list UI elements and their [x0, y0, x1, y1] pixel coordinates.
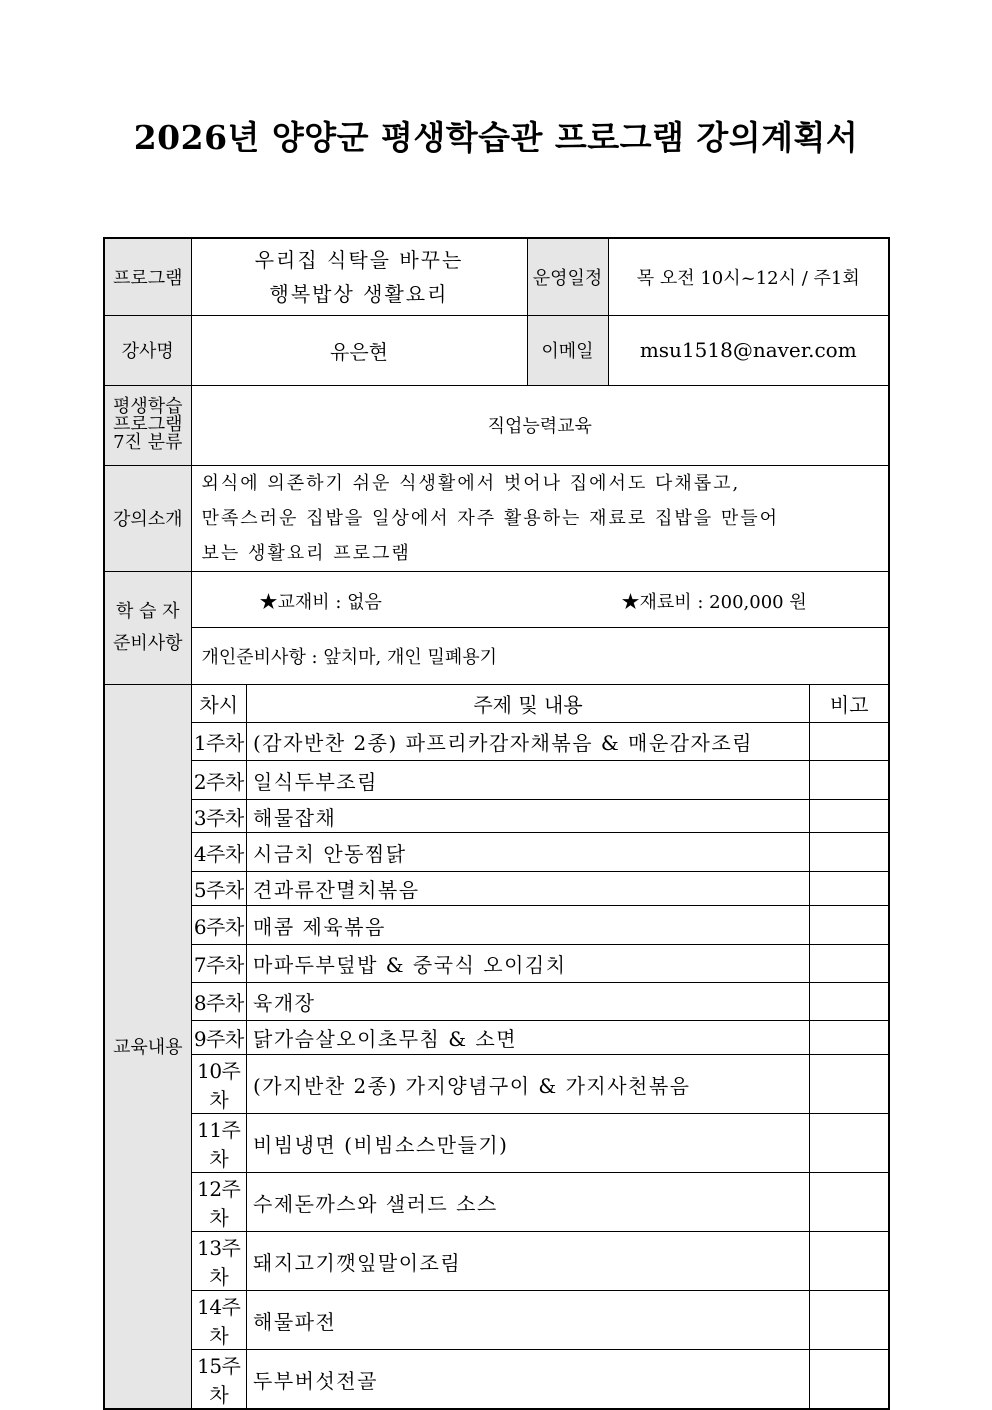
- topic-cell: 매콤 제육볶음: [247, 906, 810, 945]
- curriculum-row: [192, 1021, 889, 1055]
- topic-cell: (가지반찬 2종) 가지양념구이 & 가지사천볶음: [247, 1055, 810, 1114]
- curriculum-row: [192, 906, 889, 945]
- note-cell: [810, 1021, 889, 1055]
- curriculum-row: [192, 1350, 889, 1409]
- curriculum-row: [192, 1055, 889, 1114]
- topic-cell: 시금치 안동찜닭: [247, 833, 810, 872]
- topic-cell: 마파두부덮밥 & 중국식 오이김치: [247, 945, 810, 983]
- curriculum-row: [192, 723, 889, 761]
- intro-row: [104, 465, 889, 571]
- prep-costs: [191, 571, 889, 627]
- note-cell: [810, 1173, 889, 1232]
- instructor-label: 강사명: [104, 315, 191, 385]
- note-cell: [810, 1232, 889, 1291]
- schedule-value: 목 오전 10시~12시 / 주1회: [608, 238, 889, 315]
- content-label: 교육내용: [104, 684, 191, 1409]
- ingredients-cost: ★재료비 : 200,000 원: [621, 591, 807, 613]
- topic-cell: 육개장: [247, 983, 810, 1021]
- curriculum-table: [192, 685, 889, 1409]
- session-cell: 14주차: [192, 1291, 247, 1350]
- prep-label-line1: 학 습 자: [115, 600, 180, 622]
- email-label: 이메일: [527, 315, 608, 385]
- materials-cost: ★교재비 : 없음: [259, 591, 382, 613]
- curriculum-row: [192, 983, 889, 1021]
- prep-label-line2: 준비사항: [112, 632, 183, 654]
- session-cell: 13주차: [192, 1232, 247, 1291]
- intro-text: [191, 465, 889, 571]
- session-cell: 6주차: [192, 906, 247, 945]
- note-header: 비고: [810, 685, 889, 723]
- intro-line2: 만족스러운 집밥을 일상에서 자주 활용하는 재료로 집밥을 만들어: [201, 507, 780, 529]
- category-label: [104, 385, 191, 465]
- lecture-plan-table: [103, 237, 890, 1410]
- intro-line1: 외식에 의존하기 쉬운 식생활에서 벗어나 집에서도 다채롭고,: [201, 472, 741, 494]
- category-label-line2: 프로그램: [112, 414, 183, 435]
- topic-cell: 두부버섯전골: [247, 1350, 810, 1409]
- session-cell: 11주차: [192, 1114, 247, 1173]
- curriculum-row: [192, 833, 889, 872]
- session-cell: 7주차: [192, 945, 247, 983]
- note-cell: [810, 906, 889, 945]
- session-cell: 8주차: [192, 983, 247, 1021]
- session-cell: 4주차: [192, 833, 247, 872]
- note-cell: [810, 1291, 889, 1350]
- topic-cell: (감자반찬 2종) 파프리카감자채볶음 & 매운감자조림: [247, 723, 810, 761]
- note-cell: [810, 723, 889, 761]
- schedule-label: 운영일정: [527, 238, 608, 315]
- session-cell: 12주차: [192, 1173, 247, 1232]
- curriculum-row: [192, 945, 889, 983]
- topic-cell: 비빔냉면 (비빔소스만들기): [247, 1114, 810, 1173]
- curriculum-row: [192, 800, 889, 833]
- note-cell: [810, 872, 889, 906]
- session-cell: 5주차: [192, 872, 247, 906]
- topic-cell: 해물파전: [247, 1291, 810, 1350]
- topic-cell: 닭가슴살오이초무침 & 소면: [247, 1021, 810, 1055]
- topic-cell: 일식두부조림: [247, 761, 810, 800]
- category-value: 직업능력교육: [191, 385, 889, 465]
- topic-cell: 돼지고기깻잎말이조림: [247, 1232, 810, 1291]
- category-label-line3: 7진 분류: [113, 432, 183, 453]
- curriculum-row: [192, 1291, 889, 1350]
- program-row: [104, 238, 889, 315]
- topic-cell: 견과류잔멸치볶음: [247, 872, 810, 906]
- program-title-line2: 행복밥상 생활요리: [269, 281, 449, 306]
- topic-header: 주제 및 내용: [247, 685, 810, 723]
- personal-prep-row: [104, 627, 889, 684]
- content-cell: [191, 684, 889, 1409]
- category-label-line1: 평생학습: [112, 396, 183, 417]
- session-cell: 3주차: [192, 800, 247, 833]
- note-cell: [810, 983, 889, 1021]
- session-cell: 2주차: [192, 761, 247, 800]
- program-title-line1: 우리집 식탁을 바꾸는: [254, 247, 464, 272]
- session-cell: 9주차: [192, 1021, 247, 1055]
- session-cell: 15주차: [192, 1350, 247, 1409]
- intro-line3: 보는 생활요리 프로그램: [201, 542, 411, 564]
- topic-cell: 해물잡채: [247, 800, 810, 833]
- curriculum-row: [192, 872, 889, 906]
- document-title: 2026년 양양군 평생학습관 프로그램 강의계획서: [133, 118, 859, 157]
- curriculum-header: [192, 685, 889, 723]
- email-value: msu1518@naver.com: [608, 315, 889, 385]
- curriculum-row: [192, 761, 889, 800]
- note-cell: [810, 1055, 889, 1114]
- intro-label: 강의소개: [104, 465, 191, 571]
- note-cell: [810, 761, 889, 800]
- note-cell: [810, 833, 889, 872]
- note-cell: [810, 1114, 889, 1173]
- program-title: [191, 238, 527, 315]
- category-row: [104, 385, 889, 465]
- note-cell: [810, 1350, 889, 1409]
- personal-prep: 개인준비사항 : 앞치마, 개인 밀폐용기: [191, 627, 889, 684]
- instructor-name: 유은현: [191, 315, 527, 385]
- session-header: 차시: [192, 685, 247, 723]
- topic-cell: 수제돈까스와 샐러드 소스: [247, 1173, 810, 1232]
- program-label: 프로그램: [104, 238, 191, 315]
- prep-label: [104, 571, 191, 684]
- note-cell: [810, 800, 889, 833]
- note-cell: [810, 945, 889, 983]
- session-cell: 1주차: [192, 723, 247, 761]
- content-row: [104, 684, 889, 1409]
- prep-row: [104, 571, 889, 627]
- instructor-row: [104, 315, 889, 385]
- session-cell: 10주차: [192, 1055, 247, 1114]
- curriculum-row: [192, 1232, 889, 1291]
- curriculum-row: [192, 1114, 889, 1173]
- curriculum-row: [192, 1173, 889, 1232]
